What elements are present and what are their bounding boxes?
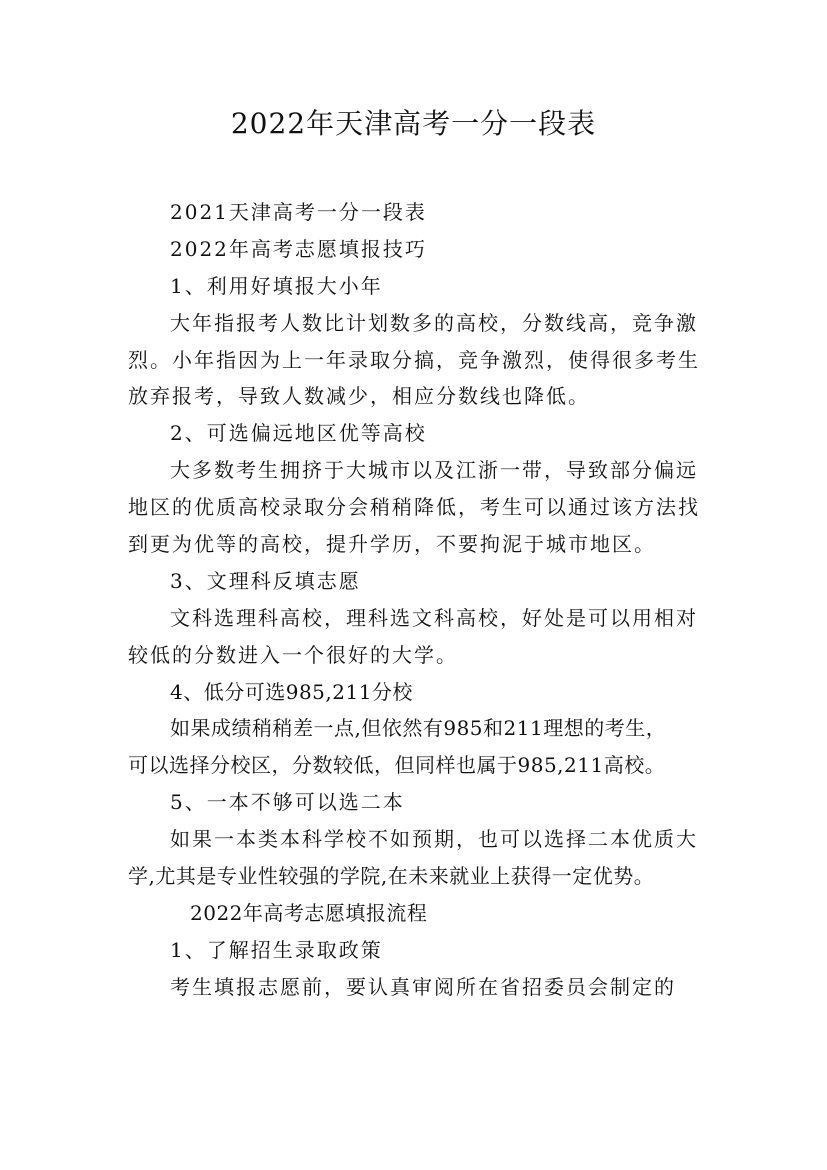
paragraph-line: 较低的分数进入一个很好的大学。	[128, 642, 458, 667]
section-heading: 1、了解招生录取政策	[170, 937, 383, 962]
section-heading: 5、一本不够可以选二本	[170, 790, 405, 815]
section-heading: 2022年高考志愿填报技巧	[170, 236, 427, 261]
paragraph-line: 放弃报考，导致人数减少，相应分数线也降低。	[128, 384, 590, 409]
document-title: 2022年天津高考一分一段表	[230, 107, 597, 140]
section-heading: 4、低分可选985,211分校	[170, 679, 413, 704]
paragraph-line: 学,尤其是专业性较强的学院,在未来就业上获得一定优势。	[128, 864, 655, 889]
document-body	[128, 196, 708, 1003]
paragraph-line: 如果一本类本科学校不如预期，也可以选择二本优质大	[170, 827, 698, 852]
paragraph-line: 如果成绩稍稍差一点,但依然有985和211理想的考生，	[170, 716, 667, 741]
section-heading: 2022年高考志愿填报流程	[190, 900, 428, 925]
paragraph-line: 考生填报志愿前，要认真审阅所在省招委员会制定的	[170, 974, 676, 999]
paragraph-line: 可以选择分校区，分数较低，但同样也属于985,211高校。	[128, 753, 666, 778]
paragraph-line: 2021天津高考一分一段表	[170, 200, 427, 224]
section-heading: 3、文理科反填志愿	[170, 568, 361, 593]
paragraph-line: 大年指报考人数比计划数多的高校，分数线高，竞争激	[170, 310, 698, 335]
paragraph-line: 烈。小年指因为上一年录取分搞，竞争激烈，使得很多考生	[128, 347, 700, 372]
paragraph-line: 地区的优质高校录取分会稍稍降低，考生可以通过该方法找	[128, 495, 700, 520]
section-heading: 2、可选偏远地区优等高校	[170, 421, 427, 446]
section-heading: 1、利用好填报大小年	[170, 273, 383, 298]
paragraph-line: 到更为优等的高校，提升学历，不要拘泥于城市地区。	[128, 532, 656, 557]
paragraph-line: 大多数考生拥挤于大城市以及江浙一带，导致部分偏远	[170, 458, 698, 483]
paragraph-line: 文科选理科高校，理科选文科高校，好处是可以用相对	[170, 605, 698, 630]
